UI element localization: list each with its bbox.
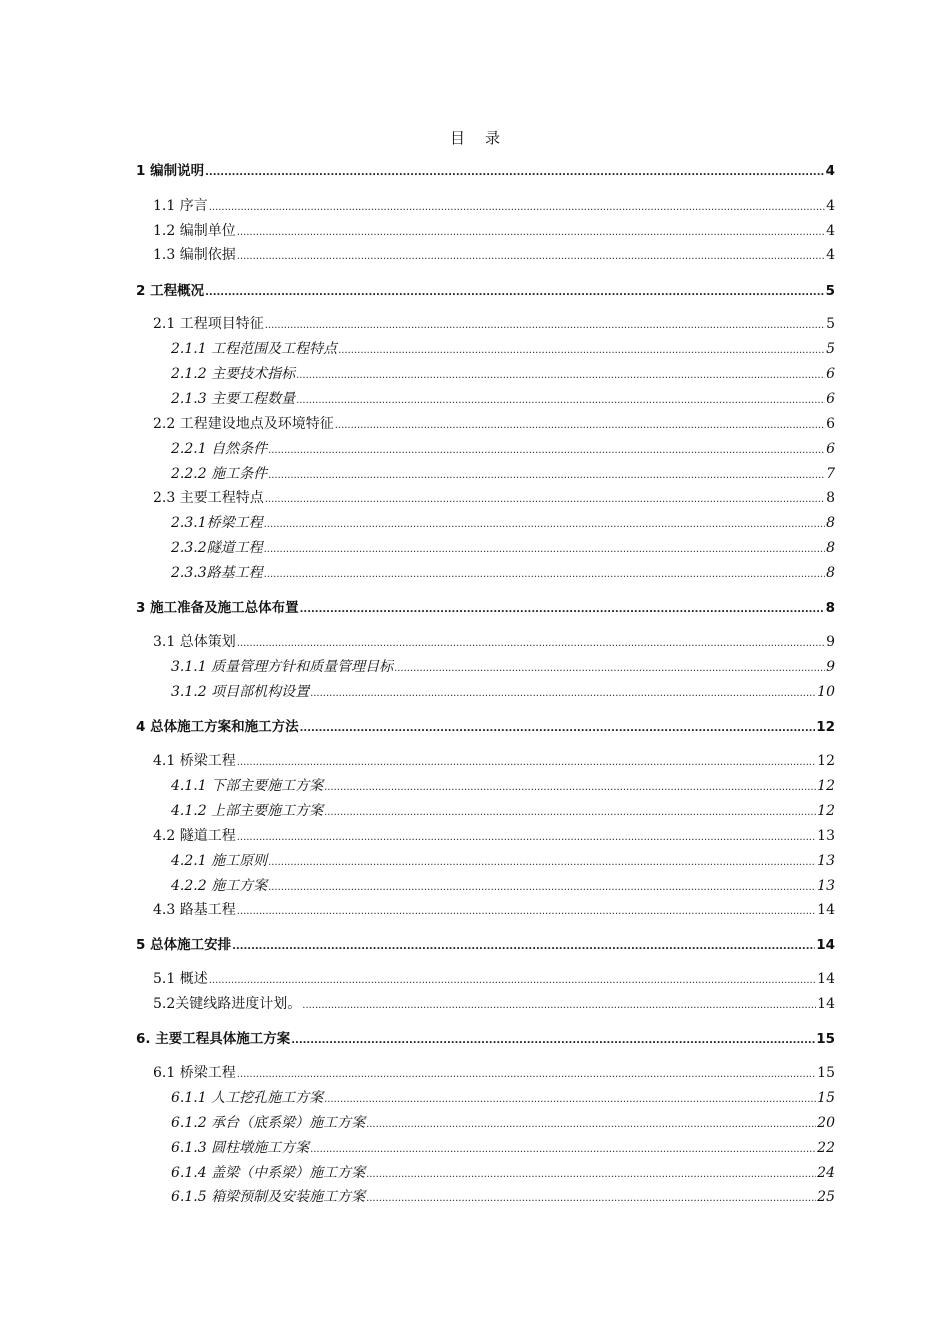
toc-entry-label: 2.3.3路基工程: [171, 565, 263, 581]
toc-entry[interactable]: [153, 489, 835, 507]
toc-entry[interactable]: [136, 599, 835, 617]
toc-entry-label: 2 工程概况: [136, 283, 205, 299]
toc-entry[interactable]: [136, 936, 835, 954]
toc-entry[interactable]: [153, 995, 835, 1013]
toc-entry-page: 13: [817, 853, 835, 869]
toc-entry-page: 5: [826, 341, 835, 357]
toc-entry[interactable]: [171, 390, 835, 408]
toc-entry-label: 2.3.1桥梁工程: [171, 515, 263, 531]
toc-entry[interactable]: [153, 827, 835, 845]
toc-entry[interactable]: [171, 877, 835, 895]
toc-leader-dots: [268, 854, 816, 872]
toc-entry-label: 5.1 概述: [153, 971, 208, 987]
toc-leader-dots: [264, 566, 825, 584]
toc-leader-dots: [310, 1141, 816, 1159]
toc-entry-label: 3.1 总体策划: [153, 634, 236, 650]
toc-leader-dots: [338, 342, 825, 360]
toc-entry-page: 4: [826, 198, 835, 214]
toc-entry-page: 14: [817, 996, 835, 1012]
toc-entry[interactable]: [153, 315, 835, 333]
toc-entry-label: 4 总体施工方案和施工方法: [136, 719, 299, 735]
toc-entry-label: 3.1.2 项目部机构设置: [171, 684, 310, 700]
toc-entry-page: 20: [817, 1115, 835, 1131]
toc-entry-label: 2.1 工程项目特征: [153, 316, 264, 332]
toc-entry-label: 6.1.1 人工挖孔施工方案: [171, 1090, 324, 1106]
toc-title: [0, 127, 950, 148]
toc-entry-label: 1.2 编制单位: [153, 223, 236, 239]
toc-leader-dots: [205, 164, 825, 182]
toc-entry-page: 9: [826, 634, 835, 650]
toc-entry[interactable]: [171, 539, 835, 557]
toc-leader-dots: [324, 804, 816, 822]
toc-entry[interactable]: [171, 340, 835, 358]
toc-leader-dots: [265, 317, 825, 335]
toc-leader-dots: [237, 248, 825, 266]
toc-title-char-1: 目: [449, 129, 465, 147]
toc-leader-dots: [268, 442, 825, 460]
toc-leader-dots: [265, 491, 825, 509]
toc-entry-label: 6.1.2 承台（底系梁）施工方案: [171, 1115, 366, 1131]
toc-entry[interactable]: [153, 752, 835, 770]
toc-entry[interactable]: [171, 365, 835, 383]
toc-leader-dots: [264, 516, 825, 534]
toc-leader-dots: [237, 1066, 816, 1084]
toc-entry-label: 6.1.4 盖梁（中系梁）施工方案: [171, 1165, 366, 1181]
toc-entry-label: 2.2.2 施工条件: [171, 466, 268, 482]
toc-leader-dots: [237, 224, 825, 242]
toc-entry-label: 4.2.2 施工方案: [171, 878, 268, 894]
toc-entry[interactable]: [153, 901, 835, 919]
toc-entry[interactable]: [171, 465, 835, 483]
toc-entry-page: 4: [826, 223, 835, 239]
toc-leader-dots: [268, 879, 816, 897]
toc-leader-dots: [300, 601, 825, 619]
toc-entry-label: 4.3 路基工程: [153, 902, 236, 918]
toc-entry-label: 4.2 隧道工程: [153, 828, 236, 844]
toc-entry-page: 4: [826, 247, 835, 263]
toc-entry-page: 14: [817, 902, 835, 918]
toc-entry-label: 2.2.1 自然条件: [171, 441, 268, 457]
toc-entry[interactable]: [171, 1089, 835, 1107]
toc-leader-dots: [366, 1116, 816, 1134]
toc-entry-page: 24: [817, 1165, 835, 1181]
toc-leader-dots: [237, 829, 816, 847]
toc-entry-label: 1.1 序言: [153, 198, 208, 214]
toc-entry[interactable]: [171, 683, 835, 701]
toc-entry-label: 2.1.2 主要技术指标: [171, 366, 296, 382]
toc-leader-dots: [237, 903, 816, 921]
toc-entry-page: 5: [825, 283, 835, 299]
toc-entry-page: 6: [826, 366, 835, 382]
toc-entry[interactable]: [136, 282, 835, 300]
toc-entry-label: 4.1.2 上部主要施工方案: [171, 803, 324, 819]
toc-entry-page: 12: [817, 753, 835, 769]
toc-leader-dots: [296, 392, 825, 410]
toc-entry-page: 12: [817, 803, 835, 819]
toc-entry[interactable]: [136, 1030, 835, 1048]
toc-entry-label: 2.1.3 主要工程数量: [171, 391, 296, 407]
toc-entry-page: 9: [826, 659, 835, 675]
toc-entry-page: 5: [826, 316, 835, 332]
toc-leader-dots: [366, 1166, 816, 1184]
toc-entry[interactable]: [171, 1164, 835, 1182]
toc-entry-page: 8: [826, 515, 835, 531]
toc-entry-label: 4.1 桥梁工程: [153, 753, 236, 769]
toc-entry-page: 12: [816, 719, 835, 735]
toc-entry-page: 6: [826, 441, 835, 457]
toc-entry-label: 2.1.1 工程范围及工程特点: [171, 341, 338, 357]
toc-entry-page: 8: [826, 565, 835, 581]
toc-entry[interactable]: [153, 246, 835, 264]
toc-entry[interactable]: [171, 564, 835, 582]
toc-entry[interactable]: [153, 197, 835, 215]
toc-entry[interactable]: [136, 718, 835, 736]
toc-entry-page: 6: [826, 391, 835, 407]
toc-entry-label: 2.3 主要工程特点: [153, 490, 264, 506]
toc-leader-dots: [209, 199, 825, 217]
toc-leader-dots: [296, 367, 825, 385]
toc-entry-label: 5 总体施工安排: [136, 937, 232, 953]
toc-leader-dots: [335, 417, 825, 435]
toc-entry-page: 14: [817, 971, 835, 987]
toc-entry-label: 4.2.1 施工原则: [171, 853, 268, 869]
toc-leader-dots: [237, 635, 825, 653]
toc-entry-label: 3.1.1 质量管理方针和质量管理目标: [171, 659, 394, 675]
toc-entry[interactable]: [171, 1139, 835, 1157]
toc-entry-page: 15: [817, 1065, 835, 1081]
toc-entry-label: 6.1 桥梁工程: [153, 1065, 236, 1081]
toc-leader-dots: [237, 754, 816, 772]
toc-leader-dots: [264, 541, 825, 559]
toc-entry-label: 6.1.3 圆柱墩施工方案: [171, 1140, 310, 1156]
toc-leader-dots: [310, 685, 816, 703]
toc-entry-label: 6.1.5 箱梁预制及安装施工方案: [171, 1189, 366, 1205]
toc-entry-label: 1 编制说明: [136, 163, 205, 179]
toc-entry-page: 12: [817, 778, 835, 794]
toc-entry-label: 2.2 工程建设地点及环境特征: [153, 416, 334, 432]
toc-entry-page: 8: [826, 540, 835, 556]
toc-entry[interactable]: [153, 970, 835, 988]
toc-entry[interactable]: [171, 1188, 835, 1206]
toc-entry-label: 5.2关键线路进度计划。: [153, 996, 302, 1012]
toc-entry[interactable]: [171, 1114, 835, 1132]
toc-entry-page: 7: [826, 466, 835, 482]
toc-leader-dots: [209, 972, 816, 990]
toc-entry-page: 15: [817, 1090, 835, 1106]
toc-leader-dots: [268, 467, 825, 485]
toc-entry-label: 2.3.2隧道工程: [171, 540, 263, 556]
toc-entry-page: 13: [817, 878, 835, 894]
toc-entry-page: 10: [817, 684, 835, 700]
toc-entry-label: 6. 主要工程具体施工方案: [136, 1031, 291, 1047]
toc-entry-label: 3 施工准备及施工总体布置: [136, 600, 299, 616]
toc-entry-page: 4: [825, 163, 835, 179]
toc-entry-page: 6: [826, 416, 835, 432]
toc-entry[interactable]: [153, 222, 835, 240]
toc-entry[interactable]: [171, 777, 835, 795]
toc-leader-dots: [324, 779, 816, 797]
toc-leader-dots: [302, 997, 816, 1015]
toc-leader-dots: [324, 1091, 816, 1109]
toc-entry[interactable]: [136, 162, 835, 180]
toc-entry[interactable]: [171, 440, 835, 458]
toc-leader-dots: [205, 284, 825, 302]
toc-leader-dots: [232, 938, 815, 956]
toc-entry[interactable]: [171, 802, 835, 820]
toc-title-char-2: 录: [485, 129, 501, 147]
toc-entry[interactable]: [171, 514, 835, 532]
toc-entry-page: 13: [817, 828, 835, 844]
toc-entry-page: 14: [816, 937, 835, 953]
toc-entry-page: 8: [825, 600, 835, 616]
toc-leader-dots: [394, 660, 825, 678]
toc-entry-page: 15: [816, 1031, 835, 1047]
toc-entry-page: 22: [817, 1140, 835, 1156]
toc-entry[interactable]: [153, 1064, 835, 1082]
toc-entry-page: 8: [826, 490, 835, 506]
toc-entry[interactable]: [153, 415, 835, 433]
toc-entry[interactable]: [171, 658, 835, 676]
toc-entry-label: 4.1.1 下部主要施工方案: [171, 778, 324, 794]
toc-leader-dots: [291, 1032, 815, 1050]
toc-leader-dots: [366, 1190, 816, 1208]
toc-leader-dots: [300, 720, 816, 738]
toc-entry-page: 25: [817, 1189, 835, 1205]
toc-entry-label: 1.3 编制依据: [153, 247, 236, 263]
toc-entry[interactable]: [171, 852, 835, 870]
toc-entry[interactable]: [153, 633, 835, 651]
